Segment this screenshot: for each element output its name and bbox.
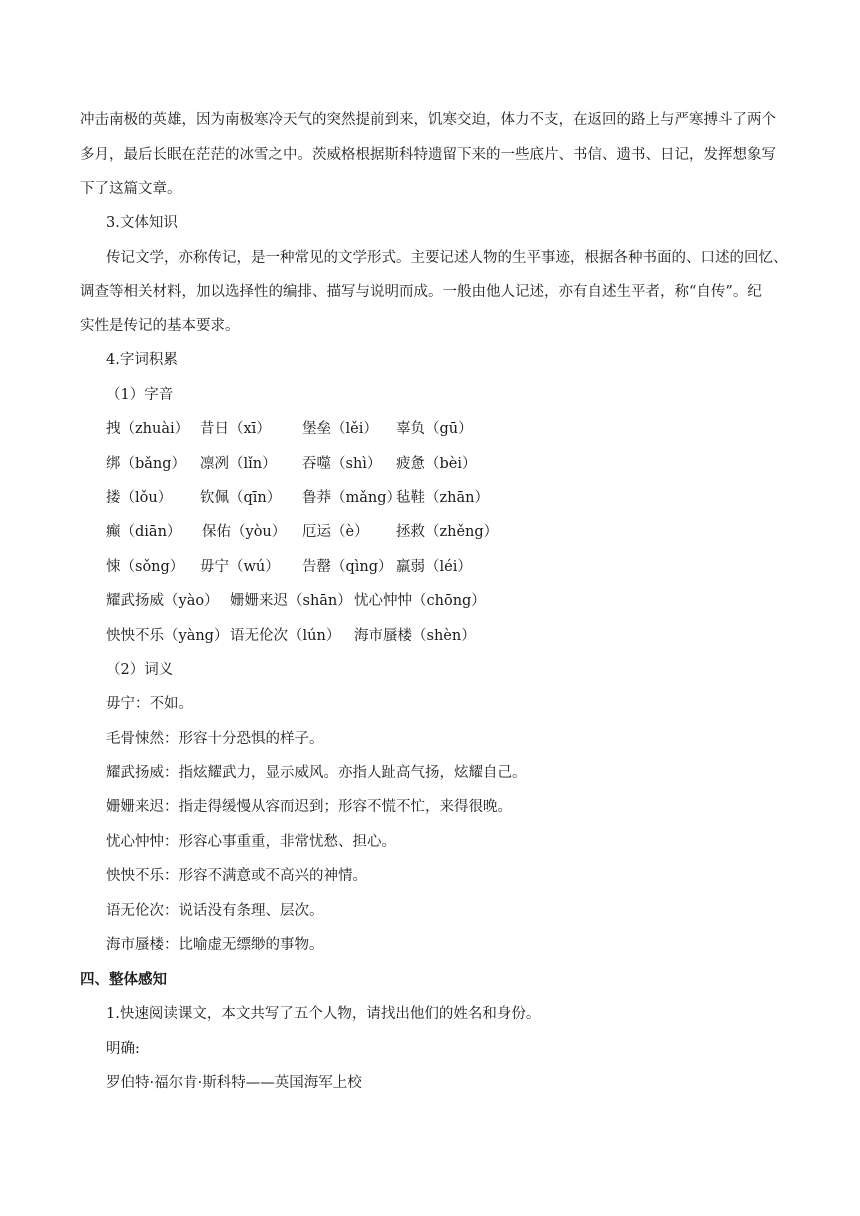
section-4-heading: 4.字词积累	[106, 352, 178, 368]
pronunciation-item: 疲惫（bèi）	[396, 456, 477, 472]
pronunciation-item: 海市蜃楼（shèn）	[354, 628, 476, 644]
pronunciation-item: 姗姗来迟（shān）	[230, 593, 352, 609]
meaning-item: 语无伦次：说话没有条理、层次。	[106, 903, 324, 919]
pronunciation-item: 拽（zhuài）	[106, 421, 190, 437]
pronunciation-item: 搂（lǒu）	[106, 490, 173, 506]
pronunciation-item: 厄运（è）	[302, 524, 369, 540]
section-3-line-1: 传记文学，亦称传记，是一种常见的文学形式。主要记述人物的生平事迹，根据各种书面的、口述的回忆、	[106, 250, 788, 266]
pronunciation-subheading: （1）字音	[106, 387, 174, 403]
pronunciation-item: 告罄（qìng）	[302, 559, 393, 575]
meaning-item: 毛骨悚然：形容十分恐惧的样子。	[106, 731, 324, 747]
pronunciation-item: 怏怏不乐（yàng）	[106, 628, 229, 644]
answer-line-1: 罗伯特·福尔肯·斯科特——英国海军上校	[106, 1075, 362, 1091]
meaning-item: 耀武扬威：指炫耀武力，显示威风。亦指人趾高气扬，炫耀自己。	[106, 765, 527, 781]
meaning-item: 姗姗来迟：指走得缓慢从容而迟到；形容不慌不忙，来得很晚。	[106, 799, 512, 815]
meaning-item: 毋宁：不如。	[106, 696, 193, 712]
pronunciation-item: 癫（diān）	[106, 524, 182, 540]
pronunciation-item: 悚（sǒng）	[106, 559, 185, 575]
pronunciation-item: 昔日（xī）	[200, 421, 271, 437]
pronunciation-item: 凛冽（lǐn）	[200, 456, 277, 472]
pronunciation-item: 保佑（yòu）	[202, 524, 287, 540]
pronunciation-item: 毡鞋（zhān）	[396, 490, 489, 506]
section-3-line-3: 实性是传记的基本要求。	[80, 318, 240, 334]
intro-line-2: 多月，最后长眠在茫茫的冰雪之中。茨威格根据斯科特遗留下来的一些底片、书信、遗书、日记，发挥想象写	[80, 147, 776, 163]
pronunciation-item: 钦佩（qīn）	[200, 490, 282, 506]
pronunciation-item: 堡垒（lěi）	[302, 421, 378, 437]
pronunciation-item: 耀武扬威（yào）	[106, 593, 219, 609]
intro-line-1: 冲击南极的英雄，因为南极寒冷天气的突然提前到来，饥寒交迫，体力不支，在返回的路上与严寒搏斗了两个	[80, 112, 776, 128]
meaning-item: 海市蜃楼：比喻虚无缥缈的事物。	[106, 937, 324, 953]
meaning-subheading: （2）词义	[106, 662, 174, 678]
pronunciation-item: 拯救（zhěng）	[396, 524, 499, 540]
pronunciation-item: 羸弱（léi）	[396, 559, 472, 575]
pronunciation-item: 吞噬（shì）	[302, 456, 382, 472]
meaning-item: 怏怏不乐：形容不满意或不高兴的神情。	[106, 868, 367, 884]
pronunciation-item: 毋宁（wú）	[200, 559, 280, 575]
meaning-item: 忧心忡忡：形容心事重重，非常忧愁、担心。	[106, 834, 396, 850]
section-3-heading: 3.文体知识	[106, 215, 178, 231]
pronunciation-item: 语无伦次（lún）	[230, 628, 341, 644]
question-1: 1.快速阅读课文，本文共写了五个人物，请找出他们的姓名和身份。	[106, 1006, 541, 1022]
pronunciation-item: 绑（bǎng）	[106, 456, 187, 472]
pronunciation-item: 忧心忡忡（chōng）	[354, 593, 486, 609]
section-heading-overall: 四、整体感知	[80, 971, 167, 988]
answer-label: 明确:	[106, 1041, 140, 1057]
pronunciation-item: 辜负（gū）	[396, 421, 473, 437]
intro-line-3: 下了这篇文章。	[80, 181, 182, 197]
pronunciation-item: 鲁莽（mǎng）	[302, 490, 402, 506]
section-3-line-2: 调查等相关材料，加以选择性的编排、描写与说明而成。一般由他人记述，亦有自述生平者，称“自传”。纪	[80, 284, 762, 300]
